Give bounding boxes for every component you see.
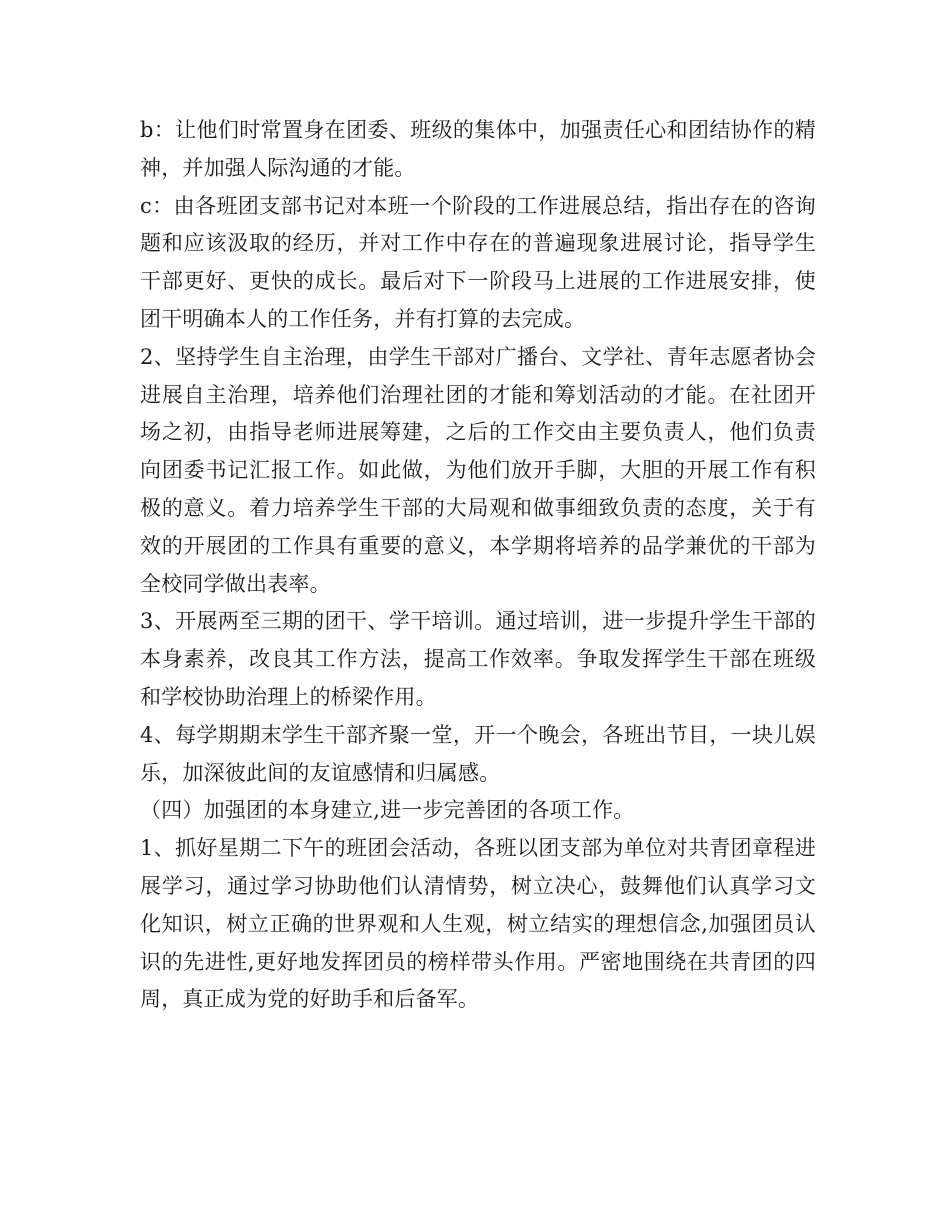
section-heading-4: （四）加强团的本身建立,进一步完善团的各项工作。 bbox=[140, 798, 635, 823]
document-body bbox=[140, 112, 816, 1019]
paragraph-item-2: 2、坚持学生自主治理，由学生干部对广播台、文学社、青年志愿者协会进展自主治理，培养他们治理社团的才能和筹划活动的才能。在社团开场之初，由指导老师进展筹建，之后的工作交由主要负责人，他们负责向团委书记汇报工作。如此做，为他们放开手脚，大胆的开展工作有积极的意义。着力培养学生干部的大局观和做事细致负责的态度，关于有效的开展团的工作具有重要的意义，本学期将培养的品学兼优的干部为全校同学做出表率。 bbox=[140, 344, 816, 596]
paragraph-c: c：由各班团支部书记对本班一个阶段的工作进展总结，指出存在的咨询题和应该汲取的经历，并对工作中存在的普遍现象进展讨论，指导学生干部更好、更快的成长。最后对下一阶段马上进展的工作进展安排，使团干明确本人的工作任务，并有打算的去完成。 bbox=[140, 193, 816, 331]
paragraph-section-4-item-1: 1、抓好星期二下午的班团会活动，各班以团支部为单位对共青团章程进展学习，通过学习协助他们认清情势，树立决心，鼓舞他们认真学习文化知识，树立正确的世界观和人生观，树立结实的理想信念,加强团员认识的先进性,更好地发挥团员的榜样带头作用。严密地围绕在共青团的四周，真正成为党的好助手和后备军。 bbox=[140, 836, 816, 1012]
paragraph-item-3: 3、开展两至三期的团干、学干培训。通过培训，进一步提升学生干部的本身素养，改良其工作方法，提高工作效率。争取发挥学生干部在班级和学校协助治理上的桥梁作用。 bbox=[140, 609, 816, 709]
paragraph-item-4: 4、每学期期末学生干部齐聚一堂，开一个晚会，各班出节目，一块儿娱乐，加深彼此间的友谊感情和归属感。 bbox=[140, 722, 816, 785]
paragraph-b: b：让他们时常置身在团委、班级的集体中，加强责任心和团结协作的精神，并加强人际沟通的才能。 bbox=[140, 118, 816, 180]
